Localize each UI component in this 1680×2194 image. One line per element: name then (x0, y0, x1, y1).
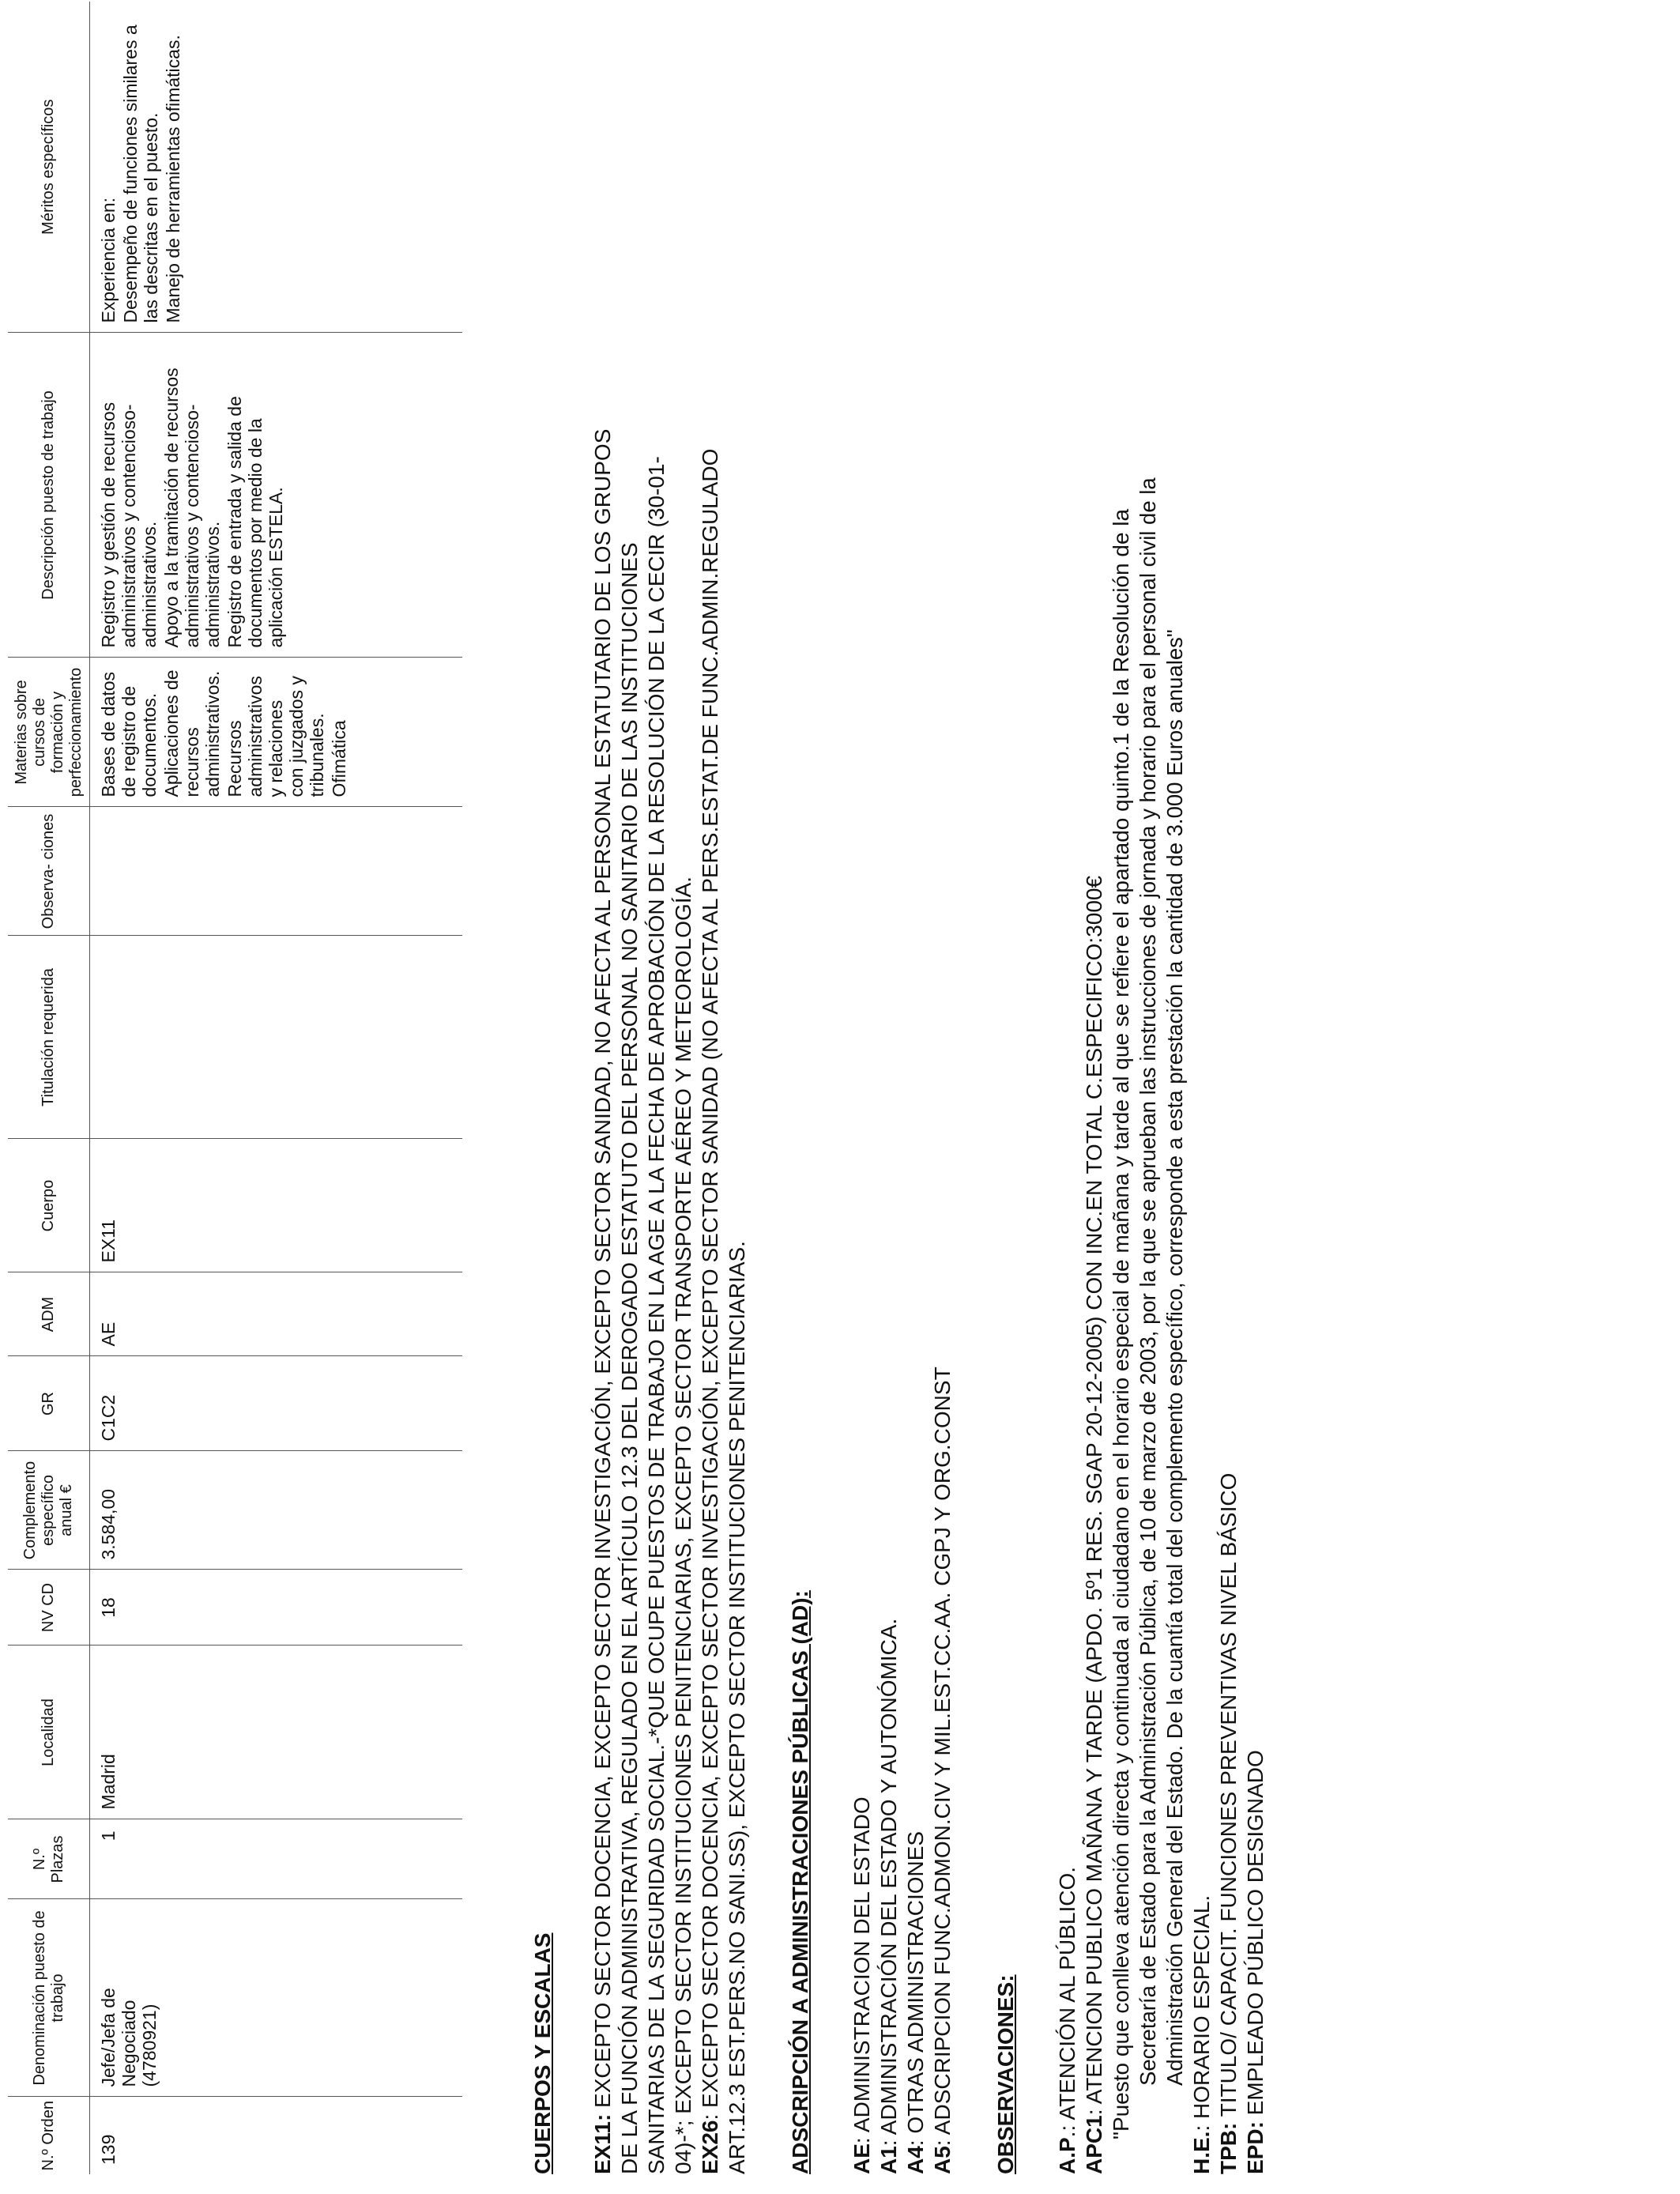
col-header-plazas: N.º Plazas (8, 1819, 90, 1899)
cell-adm: AE (90, 1272, 463, 1356)
descripcion-item: Registro de entrada y salida de documentos por medio de la aplicación ESTELA. (224, 396, 286, 648)
col-header-orden: N.º Orden (8, 2097, 90, 2174)
apc1-quote-line: Administración General del Estado. De la cuantía total del complemento específico, corresponde a esta prestación la cantidad de 3.000 Euros anuales" (1162, 629, 1187, 2086)
merito-item: Desempeño de funciones similares a las descritas en el puesto. (120, 25, 161, 323)
cuerpos-section (590, 9, 751, 2174)
cell-observaciones (90, 807, 463, 936)
ex11-line: EX11: EXCEPTO SECTOR DOCENCIA, EXCEPTO SECTOR INVESTIGACIÓN, EXCEPTO SECTOR SANIDAD, NO AFECTA AL PERSONAL ESTATUTARIO DE LOS GRUPOS (590, 428, 615, 2174)
ex11-code: EX11: (590, 2113, 615, 2174)
col-header-complemento: Complemento específico anual € (8, 1451, 90, 1570)
cell-orden: 139 (90, 2097, 463, 2174)
cell-plazas: 1 (90, 1819, 463, 1899)
denominacion-code: (4780921) (139, 2004, 160, 2087)
legend (529, 9, 1269, 2174)
epd-line: EPD: EMPLEADO PÚBLICO DESIGNADO (1243, 1750, 1268, 2174)
ex26-line: ART.12.3 EST.PERS.NO SANI.SS), EXCEPTO SECTOR INSTITUCIONES PENITENCIARIAS. (725, 1241, 749, 2174)
cell-meritos (90, 2, 463, 333)
ad-item: AE: ADMINISTRACION DEL ESTADO (849, 1796, 874, 2174)
table-header-row (8, 2, 90, 2174)
tpb-line: TPB: TITULO/ CAPACIT. FUNCIONES PREVENTIVAS NIVEL BÁSICO (1216, 1472, 1241, 2174)
merito-item: Manejo de herramientas ofimáticas. (163, 35, 183, 323)
cell-materias (90, 658, 463, 807)
ad-item: A1: ADMINISTRACIÓN DEL ESTADO Y AUTONÓMICA. (876, 1618, 901, 2174)
adscripcion-section (849, 9, 956, 2174)
col-header-observaciones: Observa- ciones (8, 807, 90, 936)
cell-descripcion (90, 333, 463, 658)
he-line: H.E.: HORARIO ESPECIAL. (1189, 1894, 1214, 2174)
cell-titulacion (90, 936, 463, 1139)
table-row (90, 2, 463, 2174)
descripcion-item: Apoyo a la tramitación de recursos administrativos y contencioso-administrativos. (161, 368, 223, 648)
col-header-denominacion: Denominación puesto de trabajo (8, 1899, 90, 2097)
col-header-meritos: Méritos específicos (8, 2, 90, 333)
cuerpos-title: CUERPOS Y ESCALAS (530, 1932, 555, 2174)
cell-nivel-cd: 18 (90, 1570, 463, 1646)
col-header-gr: GR (8, 1356, 90, 1451)
cell-complemento: 3.584,00 (90, 1451, 463, 1570)
col-header-descripcion: Descripción puesto de trabajo (8, 333, 90, 658)
materia-item: Recursos administrativos y relaciones con juzgados y tribunales. (224, 676, 327, 797)
ex11-line: SANITARIAS DE LA SEGURIDAD SOCIAL.-*QUE OCUPE PUESTOS DE TRABAJO EN LA AGE A LA FECHA DE APROBACIÓN DE LA RESOLUCIÓN DE LA CECIR (30-01- (644, 456, 669, 2174)
cell-localidad: Madrid (90, 1646, 463, 1819)
materia-item: Ofimática (329, 720, 349, 797)
materia-item: Bases de datos de registro de documentos. (98, 671, 160, 797)
apc1-quote-line: "Puesto que conlleva atención directa y continuada al ciudadano en el horario especial de mañana y tarde al que se refiere el apartado quinto.1 de la Resolución de la (1109, 508, 1133, 2139)
ex26-line: EX26: EXCEPTO SECTOR DOCENCIA, EXCEPTO SECTOR INVESTIGACIÓN, EXCEPTO SECTOR SANIDAD (NO AFECTA AL PERS.ESTAT.DE FUNC.ADMIN.REGULADO (698, 448, 722, 2174)
col-header-adm: ADM (8, 1272, 90, 1356)
cell-cuerpo: EX11 (90, 1139, 463, 1272)
adscripcion-title: ADSCRIPCIÓN A ADMINISTRACIONES PÚBLICAS (AD): (788, 1590, 812, 2174)
materia-item: Aplicaciones de recursos administrativos. (161, 669, 223, 797)
denominacion-title: Jefe/Jefa de Negociado (98, 1988, 139, 2087)
merito-item: Experiencia en: (98, 197, 119, 323)
col-header-materias: Materias sobre cursos de formación y perfeccionamiento (8, 658, 90, 807)
observaciones-section (1054, 9, 1269, 2174)
ex11-line: 04)-*; EXCEPTO SECTOR INSTITUCIONES PENITENCIARIAS, EXCEPTO SECTOR TRANSPORTE AÉREO Y METEOROLOGÍA. (671, 876, 695, 2174)
col-header-nivel-cd: NV CD (8, 1570, 90, 1646)
col-header-titulacion: Titulación requerida (8, 936, 90, 1139)
descripcion-item: Registro y gestión de recursos administrativos y contencioso-administrativos. (98, 401, 160, 648)
ex11-line: DE LA FUNCIÓN ADMINISTRATIVA, REGULADO EN EL ARTÍCULO 12.3 DEL DEROGADO ESTATUTO DEL PERSONAL NO SANITARIO DE LAS INSTITUCIONES (617, 542, 642, 2174)
col-header-cuerpo: Cuerpo (8, 1139, 90, 1272)
cell-gr: C1C2 (90, 1356, 463, 1451)
positions-table (8, 2, 462, 2174)
ad-item: A4: OTRAS ADMINISTRACIONES (903, 1830, 928, 2174)
apc1-quote-line: Secretaría de Estado para la Administración Pública, de 10 de marzo de 2003, por la que se aprueban las instrucciones de jornada y horario para el personal civil de la (1136, 477, 1160, 2086)
ad-item: A5: ADSCRIPCION FUNC.ADMON.CIV Y MIL.EST.CC.AA. CGPJ Y ORG.CONST (930, 1367, 955, 2174)
cell-denominacion (90, 1899, 463, 2097)
ex26-code: EX26 (698, 2120, 722, 2174)
ap-line: A.P.: ATENCIÓN AL PÚBLICO. (1055, 1866, 1079, 2174)
apc1-line: APC1: ATENCION PUBLICO MAÑANA Y TARDE (APDO. 5º1 RES. SGAP 20-12-2005) CON INC.EN TOTAL C.ESPECIFICO:3000€ (1082, 875, 1106, 2174)
observaciones-title: OBSERVACIONES: (993, 1974, 1018, 2174)
col-header-localidad: Localidad (8, 1646, 90, 1819)
